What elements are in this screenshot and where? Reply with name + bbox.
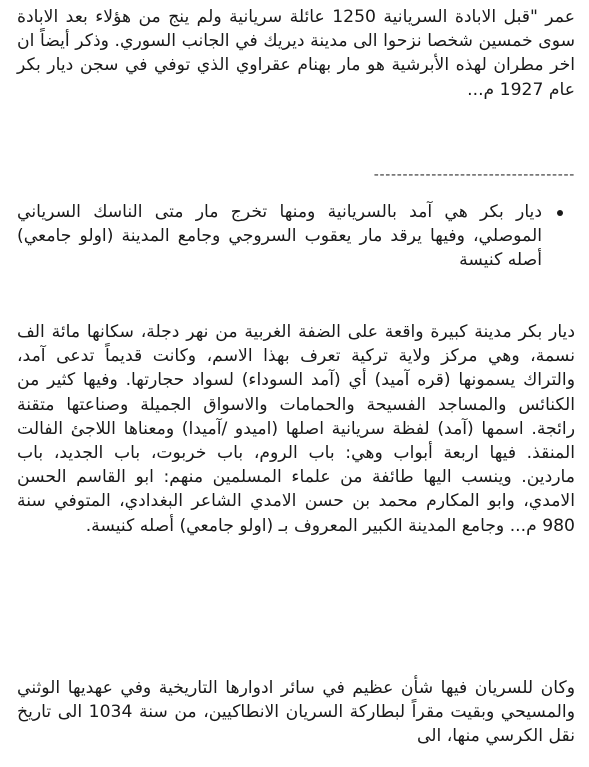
list-item bbox=[17, 200, 575, 273]
list-item-text: ديار بكر هي آمد بالسريانية ومنها تخرج مار متى الناسك السرياني الموصلي، وفيها يرقد مار يعقوب السروجي وجامع المدينة (اولو جامعي) أصله كنيسة bbox=[17, 202, 542, 271]
bullet-icon bbox=[557, 210, 563, 216]
paragraph-diyarbakir-description: ديار بكر مدينة كبيرة واقعة على الضفة الغربية من نهر دجلة، سكانها مائة الف نسمة، وهي مركز ولاية تركية تعرف بهذا الاسم، وكانت قديماً تدعى آمد، والتراك يسمونها (قره آميد) أي (آمد السوداء) لسواد حجارتها. وفيها كثير من الكنائس والمساجد الفسيحة والحمامات والاسواق الجميلة وصناعتها متقنة رائجة. اسمها (آمد) لفظة سريانية اصلها (اميدو /آميدا) ومعناها اللاجئ الفالت المنقذ. فيها اربعة أبواب وهي: باب الروم، باب خربوت، باب الجديد، باب ماردين. وينسب اليها طائفة من علماء المسلمين منهم: ابو القاسم الحسن الامدي، وابو المكارم محمد بن حسن الامدي الشاعر البغدادي، المتوفي سنة 980 م... وجامع المدينة الكبير المعروف بـ (اولو جامعي) أصله كنيسة. bbox=[17, 322, 575, 536]
paragraph-intro: عمر "قبل الابادة السريانية 1250 عائلة سريانية ولم ينج من هؤلاء بعد الابادة سوى خمسين شخصا نزحوا الى مدينة ديريك في الجانب السوري. وذكر أيضاً ان اخر مطران لهذه الأبرشية هو مار بهنام عقراوي الذي توفي في سجن ديار بكر عام 1927 م... bbox=[17, 7, 575, 100]
section-divider: ----------------------------------- bbox=[373, 167, 575, 183]
bullet-list bbox=[17, 200, 575, 273]
paragraph-syriac-history: وكان للسريان فيها شأن عظيم في سائر ادوارها التاريخية وفي عهديها الوثني والمسيحي وبقيت مقراً لبطاركة السريان الانطاكيين، من سنة 1034 الى تاريخ نقل الكرسي منها، الى bbox=[17, 678, 575, 747]
